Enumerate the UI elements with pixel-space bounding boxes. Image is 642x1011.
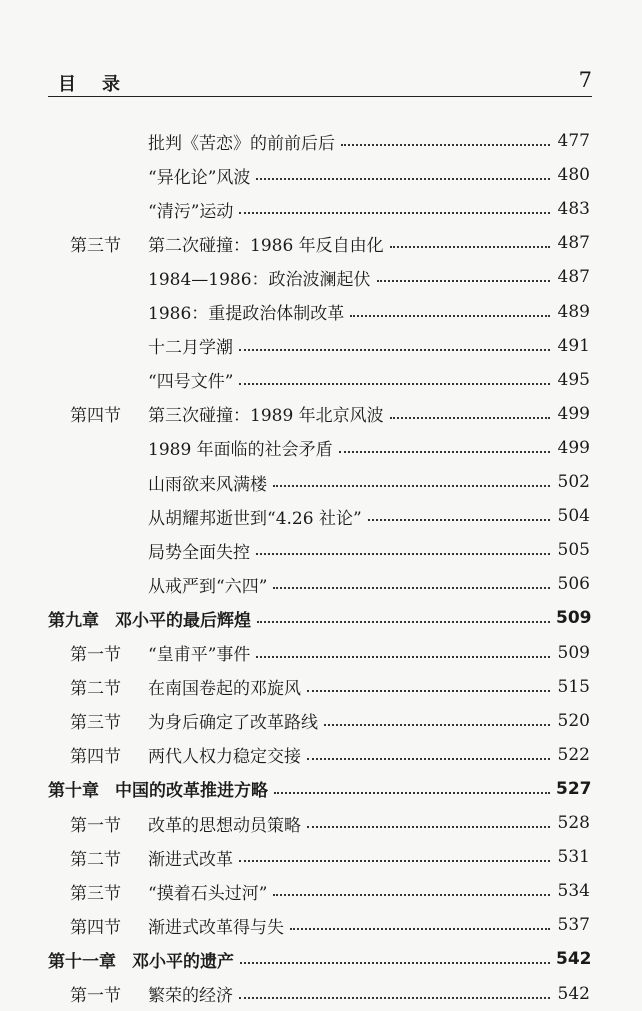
dot-leader [307,690,550,692]
toc-entry-label [148,504,362,529]
toc-entry-title: 邓小平的最后辉煌 [115,610,251,631]
toc-entry-title: 第二次碰撞：1986 年反自由化 [148,235,384,256]
toc-entry-number: 第二节 [70,679,121,700]
toc-entry-page: 499 [557,403,590,424]
toc-entry-label [48,947,234,972]
toc-entry-title: “异化论”风波 [148,167,251,188]
toc-entry-title: 第三次碰撞：1989 年北京风波 [148,406,384,427]
toc-entry [70,806,590,840]
toc-entry-number: 第四节 [70,917,121,938]
toc-entry-label [148,572,267,597]
toc-entry-label [148,435,333,460]
dot-leader [239,349,550,351]
toc-entry-page: 537 [557,915,590,936]
toc-entry-page: 504 [557,506,590,527]
toc-entry [148,533,590,567]
dot-leader [273,587,550,589]
dot-leader [324,724,550,726]
dot-leader [339,451,550,453]
toc-entry-page: 542 [556,949,592,970]
dot-leader [350,315,550,317]
toc-entry-page: 499 [557,437,590,458]
toc-entry-title: 局势全面失控 [148,542,250,563]
dot-leader [239,997,550,999]
toc-entry [70,226,590,260]
toc-entry-title: 渐进式改革得与失 [148,917,284,938]
toc-entry-label [148,163,250,188]
toc-entry-title: 山雨欲来风满楼 [148,474,267,495]
toc-entry-page: 489 [557,301,590,322]
dot-leader [256,656,550,658]
toc-entry [148,295,590,329]
toc-entry-title: 从戒严到“六四” [148,576,268,597]
toc-entry-page: 491 [557,335,590,356]
toc-entry-page: 522 [557,744,590,765]
toc-entry-number: 第十章 [48,781,99,802]
toc-entry-label [148,197,233,222]
dot-leader [257,621,550,623]
dot-leader [239,860,550,862]
dot-leader [239,212,550,214]
toc-entry-title: 十二月学潮 [148,338,233,359]
header-title: 目录 [58,74,146,95]
toc-entry-number: 第一节 [70,645,121,665]
toc-entry [148,192,590,226]
toc-entry-page: 509 [556,608,592,629]
toc-entry [70,704,590,738]
toc-entry-label [70,879,267,904]
toc-entry [48,601,590,635]
toc-entry-page: 527 [556,778,592,799]
dot-leader [256,178,550,180]
toc-entry-label [70,742,301,767]
toc-entry [48,772,590,806]
toc-entry-label [70,981,233,1006]
toc-entry-label [148,538,250,563]
toc-entry-page: 487 [557,233,590,254]
toc-entry [70,840,590,874]
toc-entry-number: 第三节 [70,713,121,734]
dot-leader [377,280,550,282]
toc-entry [148,431,590,465]
toc-entry-label [148,333,233,358]
toc-entry-number: 第十一章 [48,951,116,972]
toc-entry-number: 第九章 [48,610,99,631]
toc-entry-label [70,401,384,426]
toc-entry [148,260,590,294]
toc-entry-title: 批判《苦恋》的前前后后 [148,133,335,154]
toc-entry [70,636,590,670]
toc-entry [148,158,590,192]
dot-leader [273,894,550,896]
toc-entry-label [148,265,371,290]
toc-entry-page: 531 [557,847,590,868]
toc-entry [70,908,590,942]
toc-entry-page: 515 [557,676,590,697]
toc-entry-number: 第二节 [70,849,121,870]
toc-entry [148,329,590,363]
toc-entry-page: 506 [557,574,590,595]
toc-entry-title: 1986：重提政治体制改革 [148,304,345,324]
toc-entry-label [70,231,384,256]
toc-entry-number: 第四节 [70,406,121,427]
toc-entry-title: “摸着石头过河” [148,883,268,904]
dot-leader [273,485,550,487]
toc-entry-label [70,640,250,665]
toc-entry-page: 528 [557,813,590,833]
toc-entry-title: 从胡耀邦逝世到“4.26 社论” [148,508,362,529]
toc-entry-title: 为身后确定了改革路线 [148,713,318,734]
toc-entry [70,874,590,908]
toc-entry [148,567,590,601]
toc-entry-label [148,299,344,324]
running-header [48,68,592,98]
header-page-number: 7 [578,68,592,92]
toc-entry-title: 1989 年面临的社会矛盾 [148,440,333,461]
dot-leader [307,826,550,828]
toc-entry [70,738,590,772]
dot-leader [239,383,550,385]
toc-entry-page: 502 [557,472,590,492]
toc-entry-title: 渐进式改革 [148,849,233,870]
dot-leader [256,553,550,555]
toc-entry-title: 1984—1986：政治波澜起伏 [148,269,371,290]
toc-entry-title: 邓小平的遗产 [132,951,234,972]
toc-entry-page: 520 [557,710,590,731]
toc-entry [70,670,590,704]
toc-entry-page: 542 [557,983,590,1004]
toc-entry-number: 第一节 [70,815,121,836]
toc-entry-title: 繁荣的经济 [148,986,233,1006]
toc-entry-label [48,606,251,631]
dot-leader [290,928,550,930]
toc-entry-title: 在南国卷起的邓旋风 [148,679,301,700]
dot-leader [390,246,550,248]
toc-entry-label [148,129,335,154]
toc-entry-page: 505 [557,540,590,561]
toc-entry [70,397,590,431]
toc-entry [148,465,590,499]
header-rule [48,96,592,97]
toc-entry-title: 中国的改革推进方略 [115,781,268,802]
dot-leader [368,519,550,521]
toc-entry [148,499,590,533]
toc-entry-title: “清污”运动 [148,201,234,222]
toc-entry [48,942,590,976]
toc-entry-label [48,776,268,801]
dot-leader [307,758,550,760]
dot-leader [341,144,550,146]
toc-entry-title: 两代人权力稳定交接 [148,747,301,768]
toc-entry-title: “皇甫平”事件 [148,645,251,665]
toc-entry-label [70,811,301,836]
toc-entry [148,124,590,158]
toc-entry-page: 487 [557,267,590,288]
toc-entry-label [70,708,318,733]
toc-entry-number: 第四节 [70,747,121,768]
toc-entry-label [70,674,301,699]
toc-entry-title: “四号文件” [148,372,234,393]
toc-entry-label [148,367,233,392]
toc-entry-number: 第三节 [70,235,121,256]
toc-entry-title: 改革的思想动员策略 [148,815,301,836]
toc-entry-page: 534 [557,881,590,902]
toc-entry-page: 509 [557,642,590,663]
toc-entry-label [70,845,233,870]
dot-leader [274,792,550,794]
toc-entry-label [148,470,267,495]
toc-entry-label [70,913,284,938]
toc-entry-page: 483 [557,199,590,220]
toc-entry-page: 480 [557,165,590,186]
toc-entry-number: 第一节 [70,986,121,1006]
toc-entry-page: 495 [557,369,590,390]
toc-entry-page: 477 [557,131,590,151]
dot-leader [390,417,550,419]
dot-leader [240,962,550,964]
toc-entry-number: 第三节 [70,883,121,904]
toc-entry [70,977,590,1011]
toc-entry [148,363,590,397]
